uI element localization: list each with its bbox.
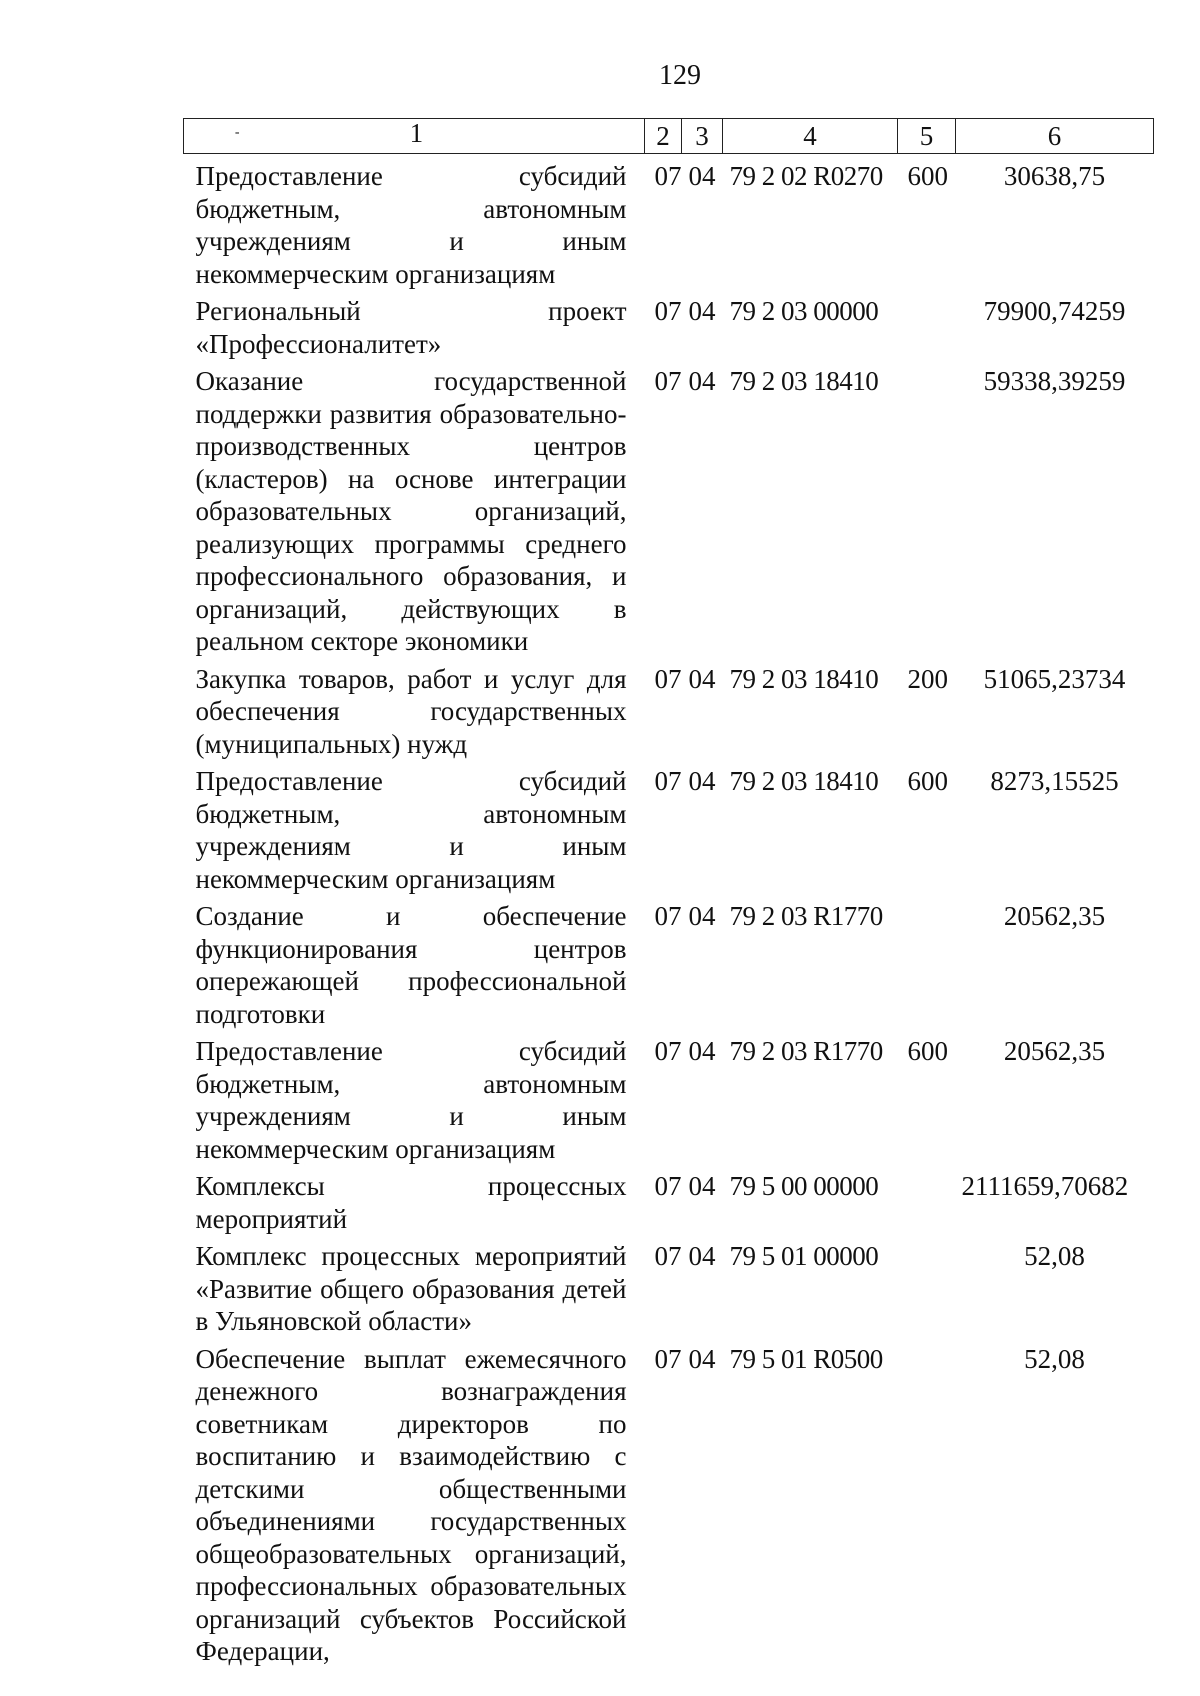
row-name: Предоставление субсидий бюджетным, автономным учреждениям и иным некоммерческим организациям [195,161,627,289]
table-row [184,1338,1154,1668]
row-section: 07 [654,296,682,326]
header-tick-mark: - [234,125,240,140]
row-subsection: 04 [688,1171,716,1201]
row-amount: 51065,23734 [983,663,1126,694]
row-subsection: 04 [688,1241,716,1271]
row-section: 07 [654,1343,682,1374]
table-row [184,760,1154,895]
row-expense-type [898,1338,956,1668]
row-subsection: 04 [688,1036,716,1066]
table-row [184,658,1154,761]
header-col-4: 4 [723,119,898,154]
row-target-article: 79 2 03 R1770 [729,901,883,931]
row-target-article: 79 5 01 00000 [729,1241,879,1271]
row-expense-type: 600 [907,766,948,796]
row-target-article: 79 2 03 R1770 [729,1036,883,1066]
row-section: 07 [654,1036,682,1066]
row-subsection: 04 [688,296,716,326]
row-name: Предоставление субсидий бюджетным, автономным учреждениям и иным некоммерческим организациям [195,766,627,894]
header-col-5: 5 [898,119,956,154]
header-col-3: 3 [682,119,723,154]
row-target-article: 79 5 01 R0500 [729,1343,883,1374]
row-subsection: 04 [688,1343,716,1374]
row-subsection: 04 [688,161,716,191]
row-amount: 8273,15525 [990,766,1119,796]
row-section: 07 [654,901,682,931]
header-col-1: - 1 [184,119,645,154]
row-target-article: 79 2 03 18410 [729,366,879,396]
table-row [184,1030,1154,1165]
row-expense-type [898,360,956,658]
row-subsection: 04 [688,766,716,796]
row-target-article: 79 2 03 18410 [729,766,879,796]
row-subsection: 04 [688,366,716,396]
table-row [184,360,1154,658]
row-amount: 2111659,70682 [961,1171,1129,1201]
row-target-article: 79 5 00 00000 [729,1171,879,1201]
row-target-article: 79 2 03 18410 [729,663,879,694]
row-amount: 59338,39259 [983,366,1126,396]
page-number: 129 [659,60,701,91]
row-amount: 30638,75 [1003,161,1106,191]
table-header-row [184,119,1154,154]
table-row [184,1165,1154,1235]
row-section: 07 [654,766,682,796]
row-section: 07 [654,1171,682,1201]
row-expense-type [898,290,956,360]
row-amount: 20562,35 [1003,901,1106,931]
table-row [184,1235,1154,1338]
table-row [184,290,1154,360]
row-expense-type: 600 [907,1036,948,1066]
row-amount: 52,08 [1024,1343,1085,1374]
row-expense-type: 600 [907,161,948,191]
row-section: 07 [654,161,682,191]
row-expense-type: 200 [907,663,948,694]
row-name: Региональный проект «Профессионалитет» [195,296,627,359]
row-section: 07 [654,366,682,396]
row-amount: 52,08 [1024,1241,1085,1271]
row-amount: 20562,35 [1003,1036,1106,1066]
row-section: 07 [654,663,682,694]
row-target-article: 79 2 03 00000 [729,296,879,326]
header-col-2: 2 [645,119,682,154]
row-expense-type [898,895,956,1030]
row-subsection: 04 [688,663,716,694]
row-name: Оказание государственной поддержки развития образовательно-производственных центров (кластеров) на основе интеграции образовательных организаций, реализующих программы среднего профессионального образования, и организаций, действующих в реальном секторе экономики [195,366,627,656]
row-name: Закупка товаров, работ и услуг для обеспечения государственных (муниципальных) нужд [195,663,627,759]
header-col-6: 6 [956,119,1154,154]
row-name: Обеспечение выплат ежемесячного денежного вознаграждения советникам директоров по воспитанию и взаимодействию с детскими общественными объединениями государственных общеобразовательных организаций, профессиональных образовательных организаций субъектов Российской Федерации, [195,1343,627,1666]
row-section: 07 [654,1241,682,1271]
row-amount: 79900,74259 [983,296,1126,326]
budget-table [183,118,1154,1668]
row-expense-type [898,1235,956,1338]
table-row [184,154,1154,291]
table-row [184,895,1154,1030]
row-name: Предоставление субсидий бюджетным, автономным учреждениям и иным некоммерческим организациям [195,1036,627,1164]
row-expense-type [898,1165,956,1235]
row-subsection: 04 [688,901,716,931]
row-name: Комплекс процессных мероприятий «Развитие общего образования детей в Ульяновской области» [195,1241,627,1336]
row-name: Комплексы процессных мероприятий [195,1171,627,1234]
row-target-article: 79 2 02 R0270 [729,161,883,191]
row-name: Создание и обеспечение функционирования центров опережающей профессиональной подготовки [195,901,627,1029]
